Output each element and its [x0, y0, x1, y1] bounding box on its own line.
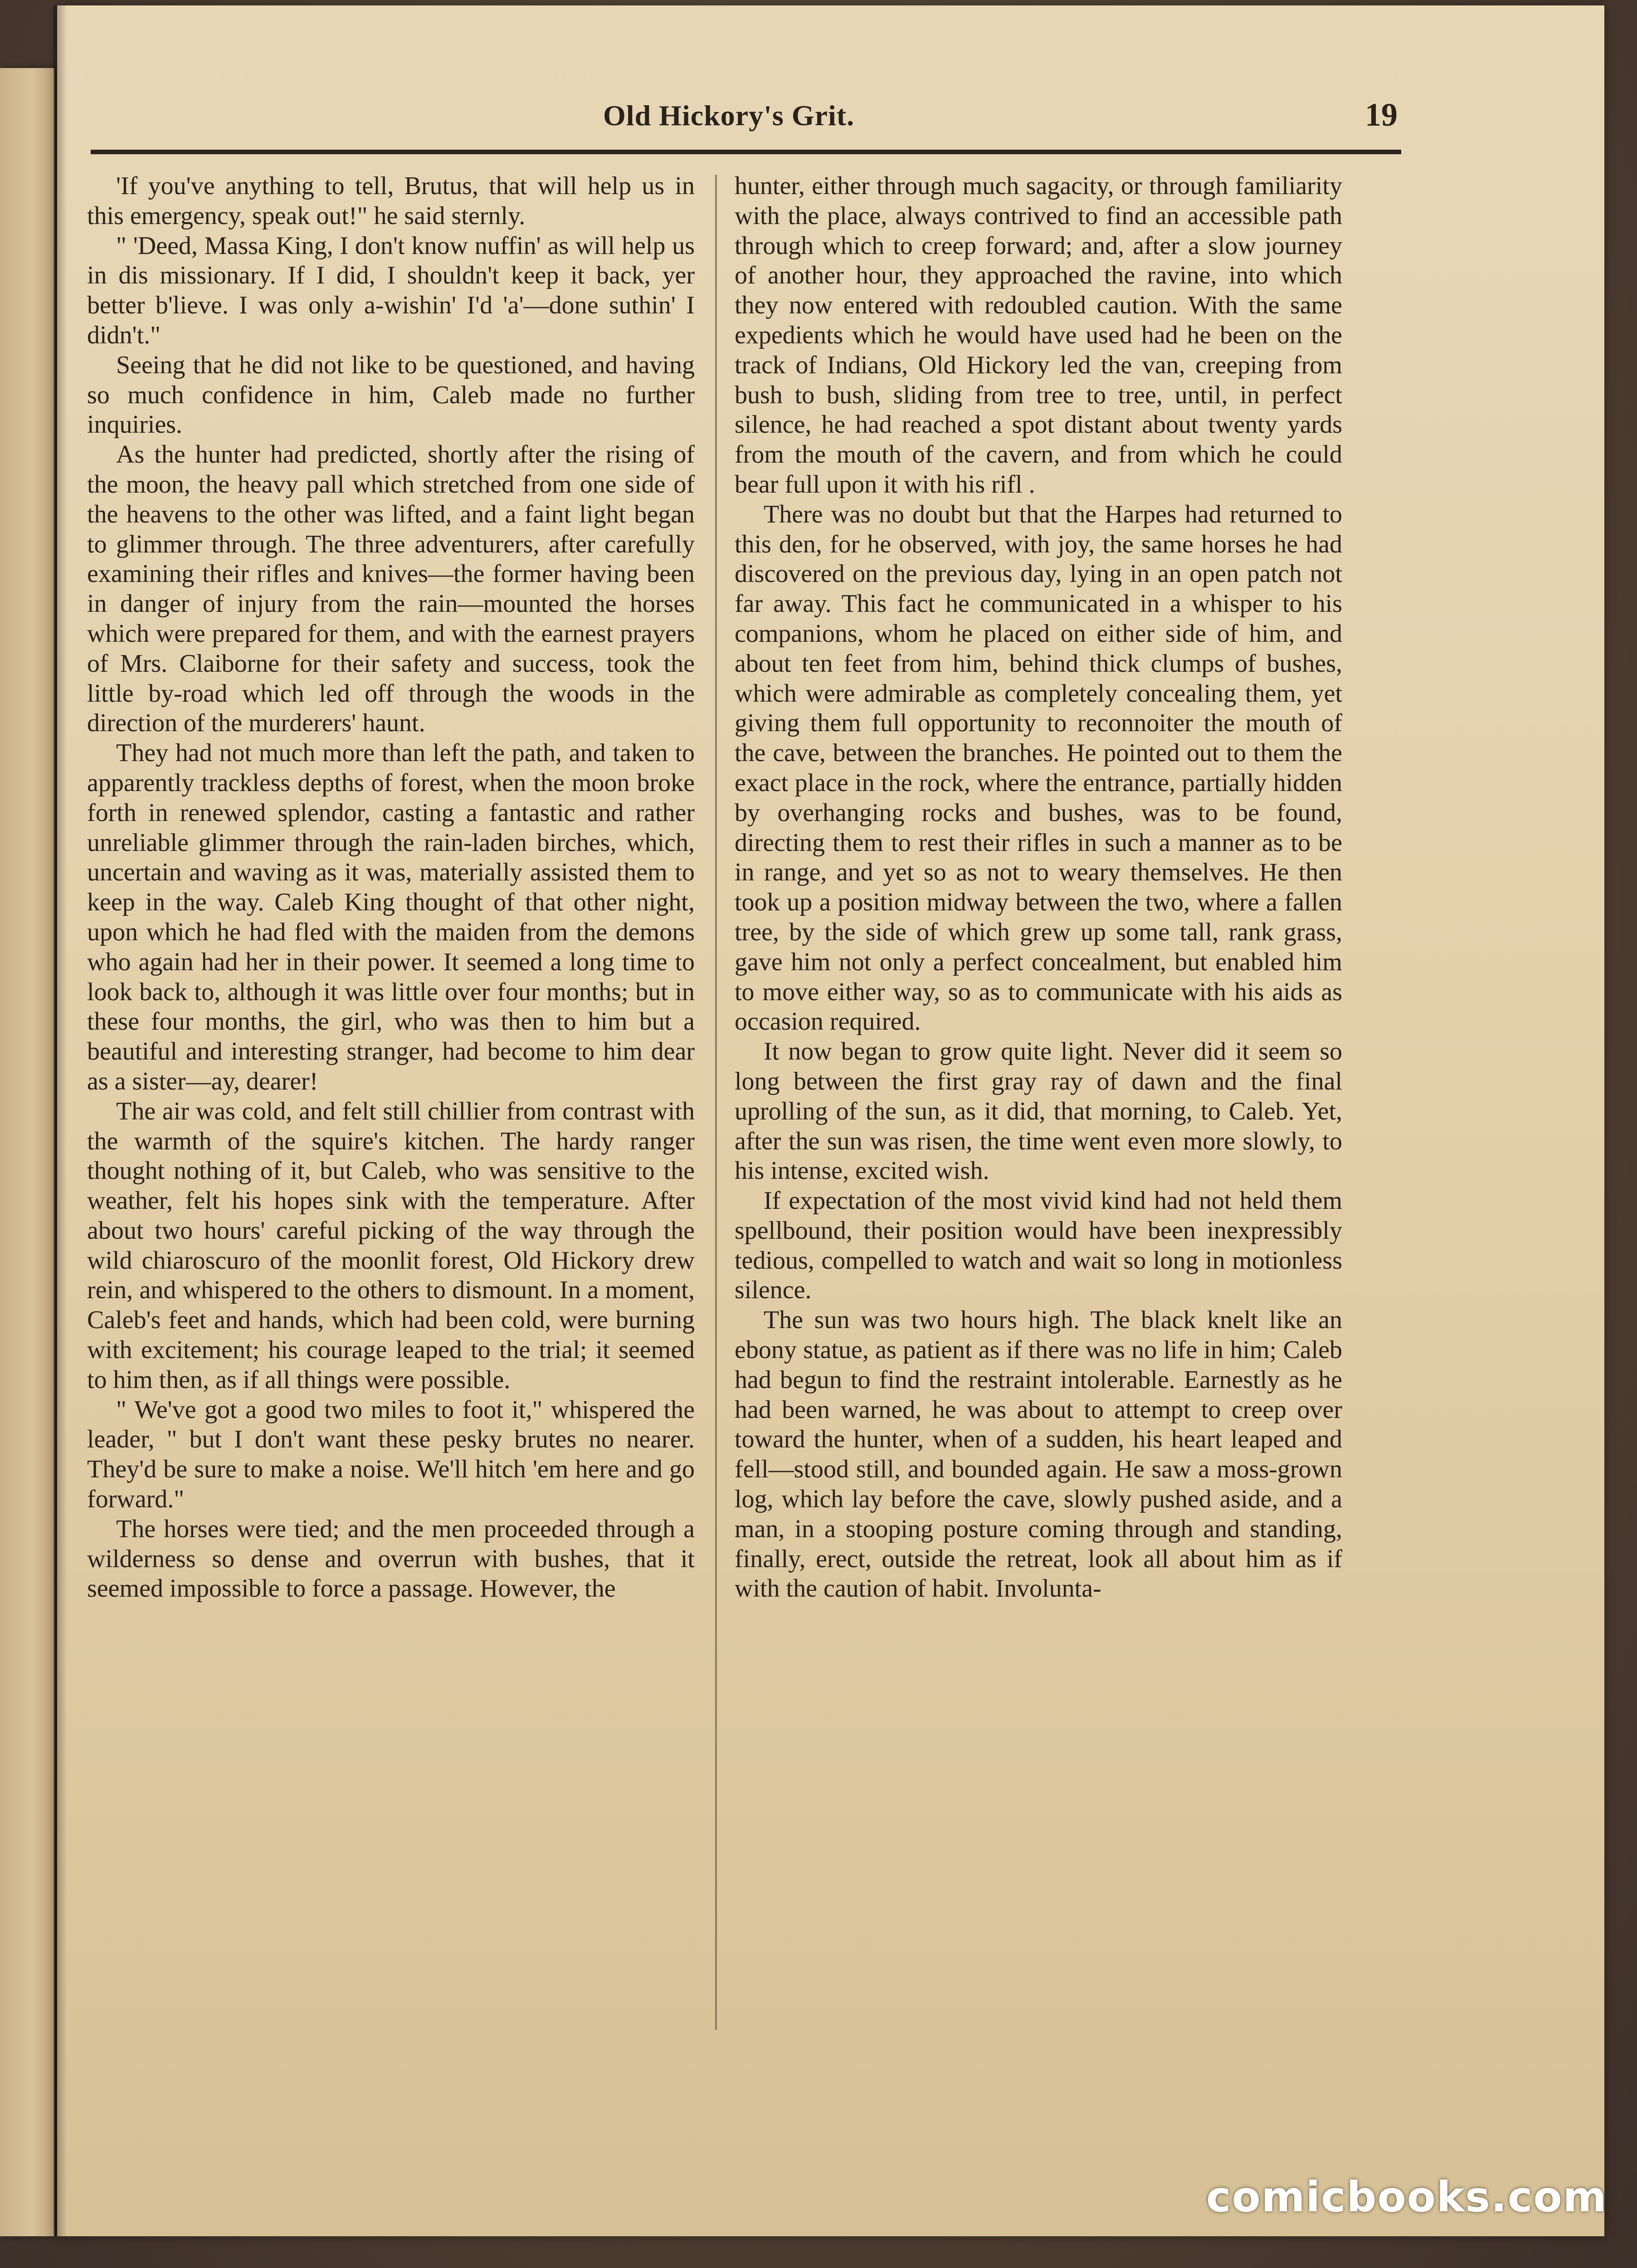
paragraph: There was no doubt but that the Harpes had returned to this den, for he observed, with joy, the same horses he had discovered on the previous day, lying in an open patch not far away. This fact he communicated in a whisper to his companions, whom he placed on either side of him, and about ten feet from him, behind thick clumps of bushes, which were admirable as completely concealing them, yet giving them full opportunity to reconnoiter the mouth of the cave, between the branches. He pointed out to them the exact place in the rock, where the entrance, partially hidden by overhanging rocks and bushes, was to be found, directing them to rest their rifles in such a manner as to be in range, and yet so as not to weary themselves. He then took up a position midway between the two, where a fallen tree, by the side of which grew up some tall, rank grass, gave him not only a perfect concealment, but enabled him to move either way, so as to communicate with his aids as occasion required.	[735, 500, 1342, 1036]
text-column-left	[87, 171, 695, 2077]
text-column-right	[735, 171, 1342, 2077]
paragraph: The sun was two hours high. The black knelt like an ebony statue, as patient as if there was no life in him; Caleb had begun to find the restraint intolerable. Earnestly as he had been warned, he was about to attempt to creep over toward the hunter, when of a sudden, his heart leaped and fell—stood still, and bounded again. He saw a moss-grown log, which lay before the cave, slowly pushed aside, and a man, in a stooping posture coming through and standing, finally, erect, outside the retreat, look all about him as if with the caution of habit. Involunta-	[735, 1306, 1342, 1603]
running-head	[86, 91, 1401, 145]
paragraph: Seeing that he did not like to be questioned, and having so much confidence in him, Caleb made no further inquiries.	[87, 351, 695, 439]
spine-shadow	[54, 5, 67, 2236]
paragraph: The horses were tied; and the men proceeded through a wilderness so dense and overrun with bushes, that it seemed impossible to force a passage. However, the	[87, 1515, 695, 1603]
paragraph: The air was cold, and felt still chillier from contrast with the warmth of the squire's kitchen. The hardy ranger thought nothing of it, but Caleb, who was sensitive to the weather, felt his hopes sink with the temperature. After about two hours' careful picking of the way through the wild chiaroscuro of the moonlit forest, Old Hickory drew rein, and whispered to the others to dismount. In a moment, Caleb's feet and hands, which had been cold, were burning with excitement; his courage leaped to the trial; it seemed to him then, as if all things were possible.	[87, 1097, 695, 1394]
paragraph: 'If you've anything to tell, Brutus, that will help us in this emergency, speak out!" he said sternly.	[87, 172, 695, 230]
header-rule	[91, 150, 1401, 154]
watermark: comicbooks.com	[1206, 2173, 1608, 2221]
page-number: 19	[1365, 97, 1398, 133]
paragraph: They had not much more than left the path, and taken to apparently trackless depths of forest, when the moon broke forth in renewed splendor, casting a fantastic and rather unreliable glimmer through the rain-laden birches, which, uncertain and waving as it was, materially assisted them to keep in the way. Caleb King thought of that other night, upon which he had fled with the maiden from the demons who again had her in their power. It seemed a long time to look back to, although it was little over four months; but in these four months, the girl, who was then to him but a beautiful and interesting stranger, had become to him dear as a sister—ay, dearer!	[87, 739, 695, 1095]
paragraph-continued: hunter, either through much sagacity, or through familiarity with the place, always contrived to find an accessible path through which to creep forward; and, after a slow journey of another hour, they approached the ravine, into which they now entered with redoubled caution. With the same expedients which he would have used had he been on the track of Indians, Old Hickory led the van, creeping from bush to bush, sliding from tree to tree, until, in perfect silence, he had reached a spot distant about twenty yards from the mouth of the cavern, and from which he could bear full upon it with his rifl .	[735, 172, 1342, 499]
paragraph: It now began to grow quite light. Never did it seem so long between the first gray ray of dawn and the final uprolling of the sun, as it did, that morning, to Caleb. Yet, after the sun was risen, the time went even more slowly, to his intense, excited wish.	[735, 1037, 1342, 1185]
left-page-edge	[0, 68, 54, 2236]
paragraph: As the hunter had predicted, shortly after the rising of the moon, the heavy pall which stretched from one side of the heavens to the other was lifted, and a faint light began to glimmer through. The three adventurers, after carefully examining their rifles and knives—the former having been in danger of injury from the rain—mounted the horses which were prepared for them, and with the earnest prayers of Mrs. Claiborne for their safety and success, took the little by-road which led off through the woods in the direction of the murderers' haunt.	[87, 440, 695, 738]
page-title: Old Hickory's Grit.	[603, 99, 855, 132]
paragraph: " 'Deed, Massa King, I don't know nuffin' as will help us in dis missionary. If I did, I shouldn't keep it back, yer better b'lieve. I was only a-wishin' I'd 'a'—done suthin' I didn't."	[87, 231, 695, 349]
paragraph: " We've got a good two miles to foot it," whispered the leader, " but I don't want these pesky brutes no nearer. They'd be sure to make a noise. We'll hitch 'em here and go forward."	[87, 1395, 695, 1514]
column-divider	[715, 175, 717, 2030]
paragraph: If expectation of the most vivid kind had not held them spellbound, their position would have been inexpressibly tedious, compelled to watch and wait so long in motionless silence.	[735, 1187, 1342, 1305]
